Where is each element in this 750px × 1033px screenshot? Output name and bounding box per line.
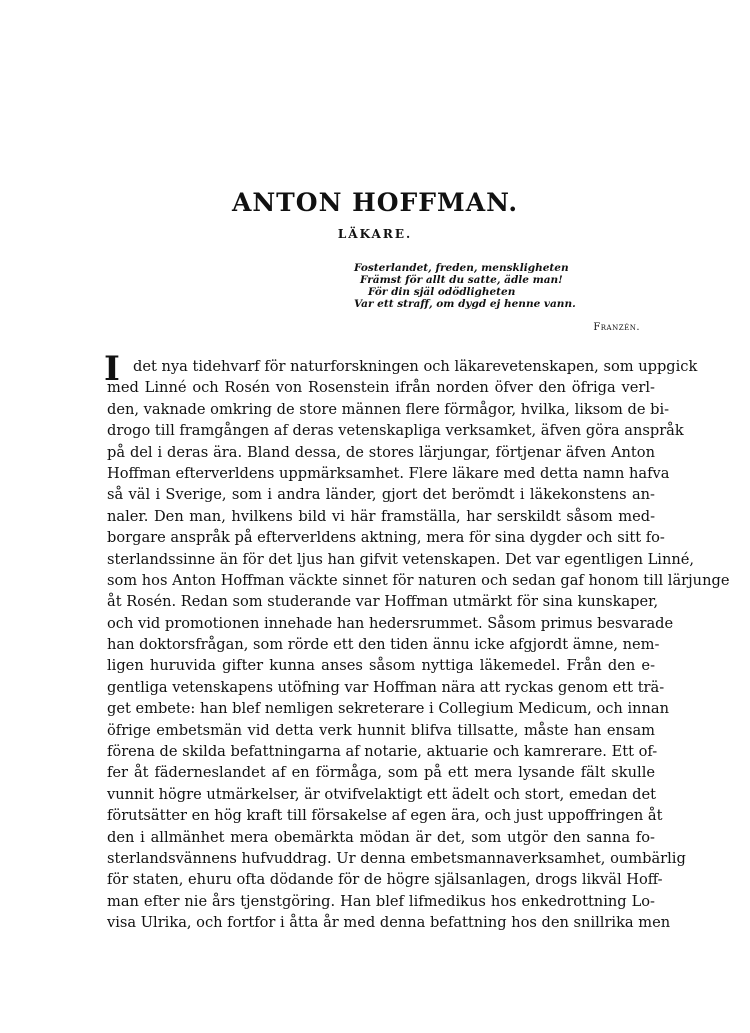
text-line: för staten, ehuru ofta dödande för de högre själsanlagen, drogs likväl Hoff- [107, 871, 663, 889]
text-line: fer åt fäderneslandet af en förmåga, som på ett mera lysande fält skulle [107, 764, 655, 782]
page-subtitle: LÄKARE. [337, 227, 413, 241]
epigraph-author: Franzén. [593, 322, 640, 333]
text-line: man efter nie års tjenstgöring. Han blef lifmedikus hos enkedrottning Lo- [107, 892, 655, 910]
drop-initial: I [104, 349, 120, 389]
page-title: ANTON HOFFMAN. [231, 188, 519, 217]
text-line: öfrige embetsmän vid detta verk hunnit blifva tillsatte, måste han ensam [107, 721, 655, 739]
text-line: det nya tidehvarf för naturforskningen och läkarevetenskapen, som uppgick [133, 358, 698, 375]
epigraph-line: Främst för allt du satte, ädle man! [360, 274, 563, 286]
text-line: borgare anspråk på efterverldens aktning, mera för sina dygder och sitt fo- [107, 529, 665, 547]
text-line: den i allmänhet mera obemärkta mödan är det, som utgör den sanna fo- [107, 828, 655, 846]
text-line: drogo till framgången af deras vetenskapliga verksamket, äfven göra anspråk [107, 422, 684, 440]
text-line: som hos Anton Hoffman väckte sinnet för naturen och sedan gaf honom till lärjunge [107, 571, 730, 589]
text-line: sterlandsvännens hufvuddrag. Ur denna embetsmannaverksamhet, oumbärlig [107, 849, 686, 867]
text-line: med Linné och Rosén von Rosenstein ifrån norden öfver den öfriga verl- [107, 379, 655, 397]
body-text [104, 349, 730, 934]
text-line: vunnit högre utmärkelser, är otvifvelaktigt ett ädelt och stort, emedan det [107, 785, 656, 803]
text-line: på del i deras ära. Bland dessa, de stores lärjungar, förtjenar äfven Anton [107, 443, 655, 461]
text-line: visa Ulrika, och fortfor i åtta år med denna befattning hos den snillrika men [107, 914, 671, 932]
text-line: Hoffman efterverldens uppmärksamhet. Flere läkare med detta namn hafva [107, 464, 670, 482]
text-line: åt Rosén. Redan som studerande var Hoffman utmärkt för sina kunskaper, [107, 593, 659, 611]
text-line: den, vaknade omkring de store männen flere förmågor, hvilka, liksom de bi- [107, 400, 670, 418]
text-line: get embete: han blef nemligen sekreterare i Collegium Medicum, och innan [107, 700, 670, 718]
text-line: naler. Den man, hvilkens bild vi här framställa, har serskildt såsom med- [107, 507, 655, 525]
text-line: förena de skilda befattningarna af notarie, aktuarie och kamrerare. Ett of- [107, 743, 658, 761]
text-line: ligen huruvida gifter kunna anses såsom nyttiga läkemedel. Från den e- [107, 657, 655, 675]
text-line: han doktorsfrågan, som rörde ett den tiden ännu icke afgjordt ämne, nem- [107, 636, 660, 654]
text-line: och vid promotionen innehade han hedersrummet. Såsom primus besvarade [107, 614, 674, 632]
text-line: förutsätter en hög kraft till försakelse af egen ära, och just uppoffringen åt [107, 807, 663, 825]
epigraph-line: Fosterlandet, freden, menskligheten [354, 262, 569, 274]
epigraph-line: För din själ odödligheten [368, 286, 516, 298]
text-line: gentliga vetenskapens utöfning var Hoffman nära att ryckas genom ett trä- [107, 678, 665, 696]
epigraph-line: Var ett straff, om dygd ej henne vann. [354, 298, 576, 310]
text-line: sterlandssinne än för det ljus han gifvit vetenskapen. Det var egentligen Linné, [107, 550, 695, 568]
epigraph [354, 262, 639, 310]
text-line: så väl i Sverige, som i andra länder, gjort det berömdt i läkekonstens an- [107, 486, 655, 504]
